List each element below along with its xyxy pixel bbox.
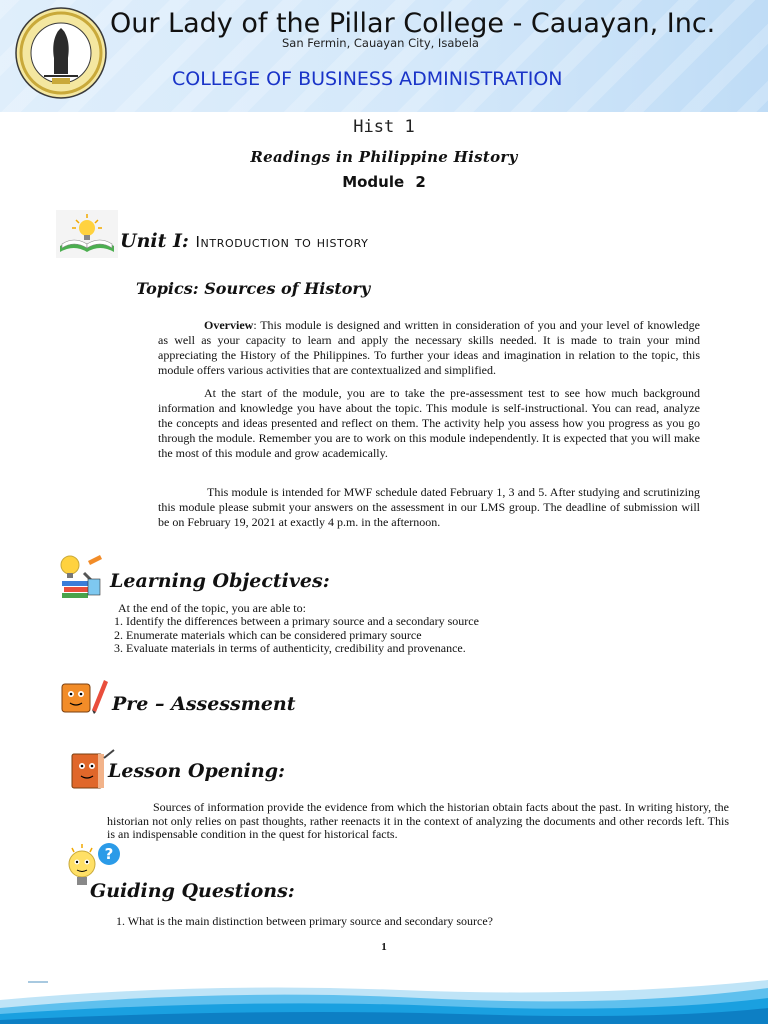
list-item: 2. Enumerate materials which can be considered primary source xyxy=(114,627,422,642)
learning-objectives-intro: At the end of the topic, you are able to: xyxy=(118,601,306,615)
college-address: San Fermin, Cauayan City, Isabela xyxy=(282,36,479,50)
module-number: Module 2 xyxy=(342,173,426,191)
course-title: Readings in Philippine History xyxy=(250,148,518,166)
lesson-opening-heading: Lesson Opening: xyxy=(108,760,286,782)
guiding-question-item: 1. What is the main distinction between primary source and secondary source? xyxy=(116,914,493,928)
module-instructions-paragraph xyxy=(158,386,700,461)
overview-text: : This module is designed and written in consideration of you and your level of knowledge as well as your capacity to learn and apply the necessary skills needed. It is made to train your mind appreciating the History of the Philippines. To further your ideas and imagination in relation to the topic, this module offers various activities that are contextualized and simplified. xyxy=(158,318,700,377)
footer-wave-decoration xyxy=(0,972,768,1024)
topics-value: Sources of History xyxy=(204,279,371,298)
course-code: Hist 1 xyxy=(353,117,415,137)
schedule-paragraph xyxy=(158,485,700,530)
topics-heading xyxy=(136,279,370,298)
lightbulb-books-icon xyxy=(58,553,104,601)
unit-title: Introduction to history xyxy=(195,233,369,251)
module-instructions-text: At the start of the module, you are to take the pre-assessment test to see how much background information and knowledge you have about the topic. This module is self-instructional. You can read, analyze the concepts and ideas presented and reflect on them. The activity help you assess how you progress as you go through the module. Remember you are to work on this module independently. It is expected that you will make the most of this module and grow academically. xyxy=(158,386,700,460)
overview-label: Overview xyxy=(204,318,254,332)
schedule-text: This module is intended for MWF schedule dated February 1, 3 and 5. After studying and scrutinizing this module please submit your answers on the assessment in our LMS group. The deadline of submission will be on February 19, 2021 at exactly 4 p.m. in the afternoon. xyxy=(158,485,700,529)
guiding-questions-heading: Guiding Questions: xyxy=(90,880,295,902)
pre-assessment-heading: Pre – Assessment xyxy=(112,693,296,715)
unit-label: Unit I xyxy=(120,230,182,252)
question-mark-glyph: ? xyxy=(104,845,114,863)
page-number: 1 xyxy=(381,941,387,953)
college-name: Our Lady of the Pillar College - Cauayan, Inc. xyxy=(110,8,716,39)
list-item: 1. Identify the differences between a primary source and a secondary source xyxy=(114,614,479,628)
topics-label: Topics: xyxy=(136,279,199,298)
lesson-opening-text: Sources of information provide the evidence from which the historian obtain facts about the past. In writing history, the historian not only relies on past thoughts, rather reenacts it in the context of analyzing the documents and other records left. This is an indispensable condition in the quest for historical facts. xyxy=(107,800,729,841)
learning-objectives-heading: Learning Objectives: xyxy=(110,570,330,592)
unit-separator: : xyxy=(181,230,189,252)
pencil-notebook-icon xyxy=(58,676,108,716)
lesson-opening-paragraph xyxy=(107,801,729,842)
learning-objectives-list xyxy=(114,615,479,656)
overview-paragraph xyxy=(158,318,700,378)
unit-heading xyxy=(120,230,369,252)
list-item: 3. Evaluate materials in terms of authenticity, credibility and provenance. xyxy=(114,641,466,655)
open-book-lightbulb-icon xyxy=(56,210,118,258)
college-seal-icon xyxy=(14,6,108,100)
department-name: COLLEGE OF BUSINESS ADMINISTRATION xyxy=(172,68,563,90)
